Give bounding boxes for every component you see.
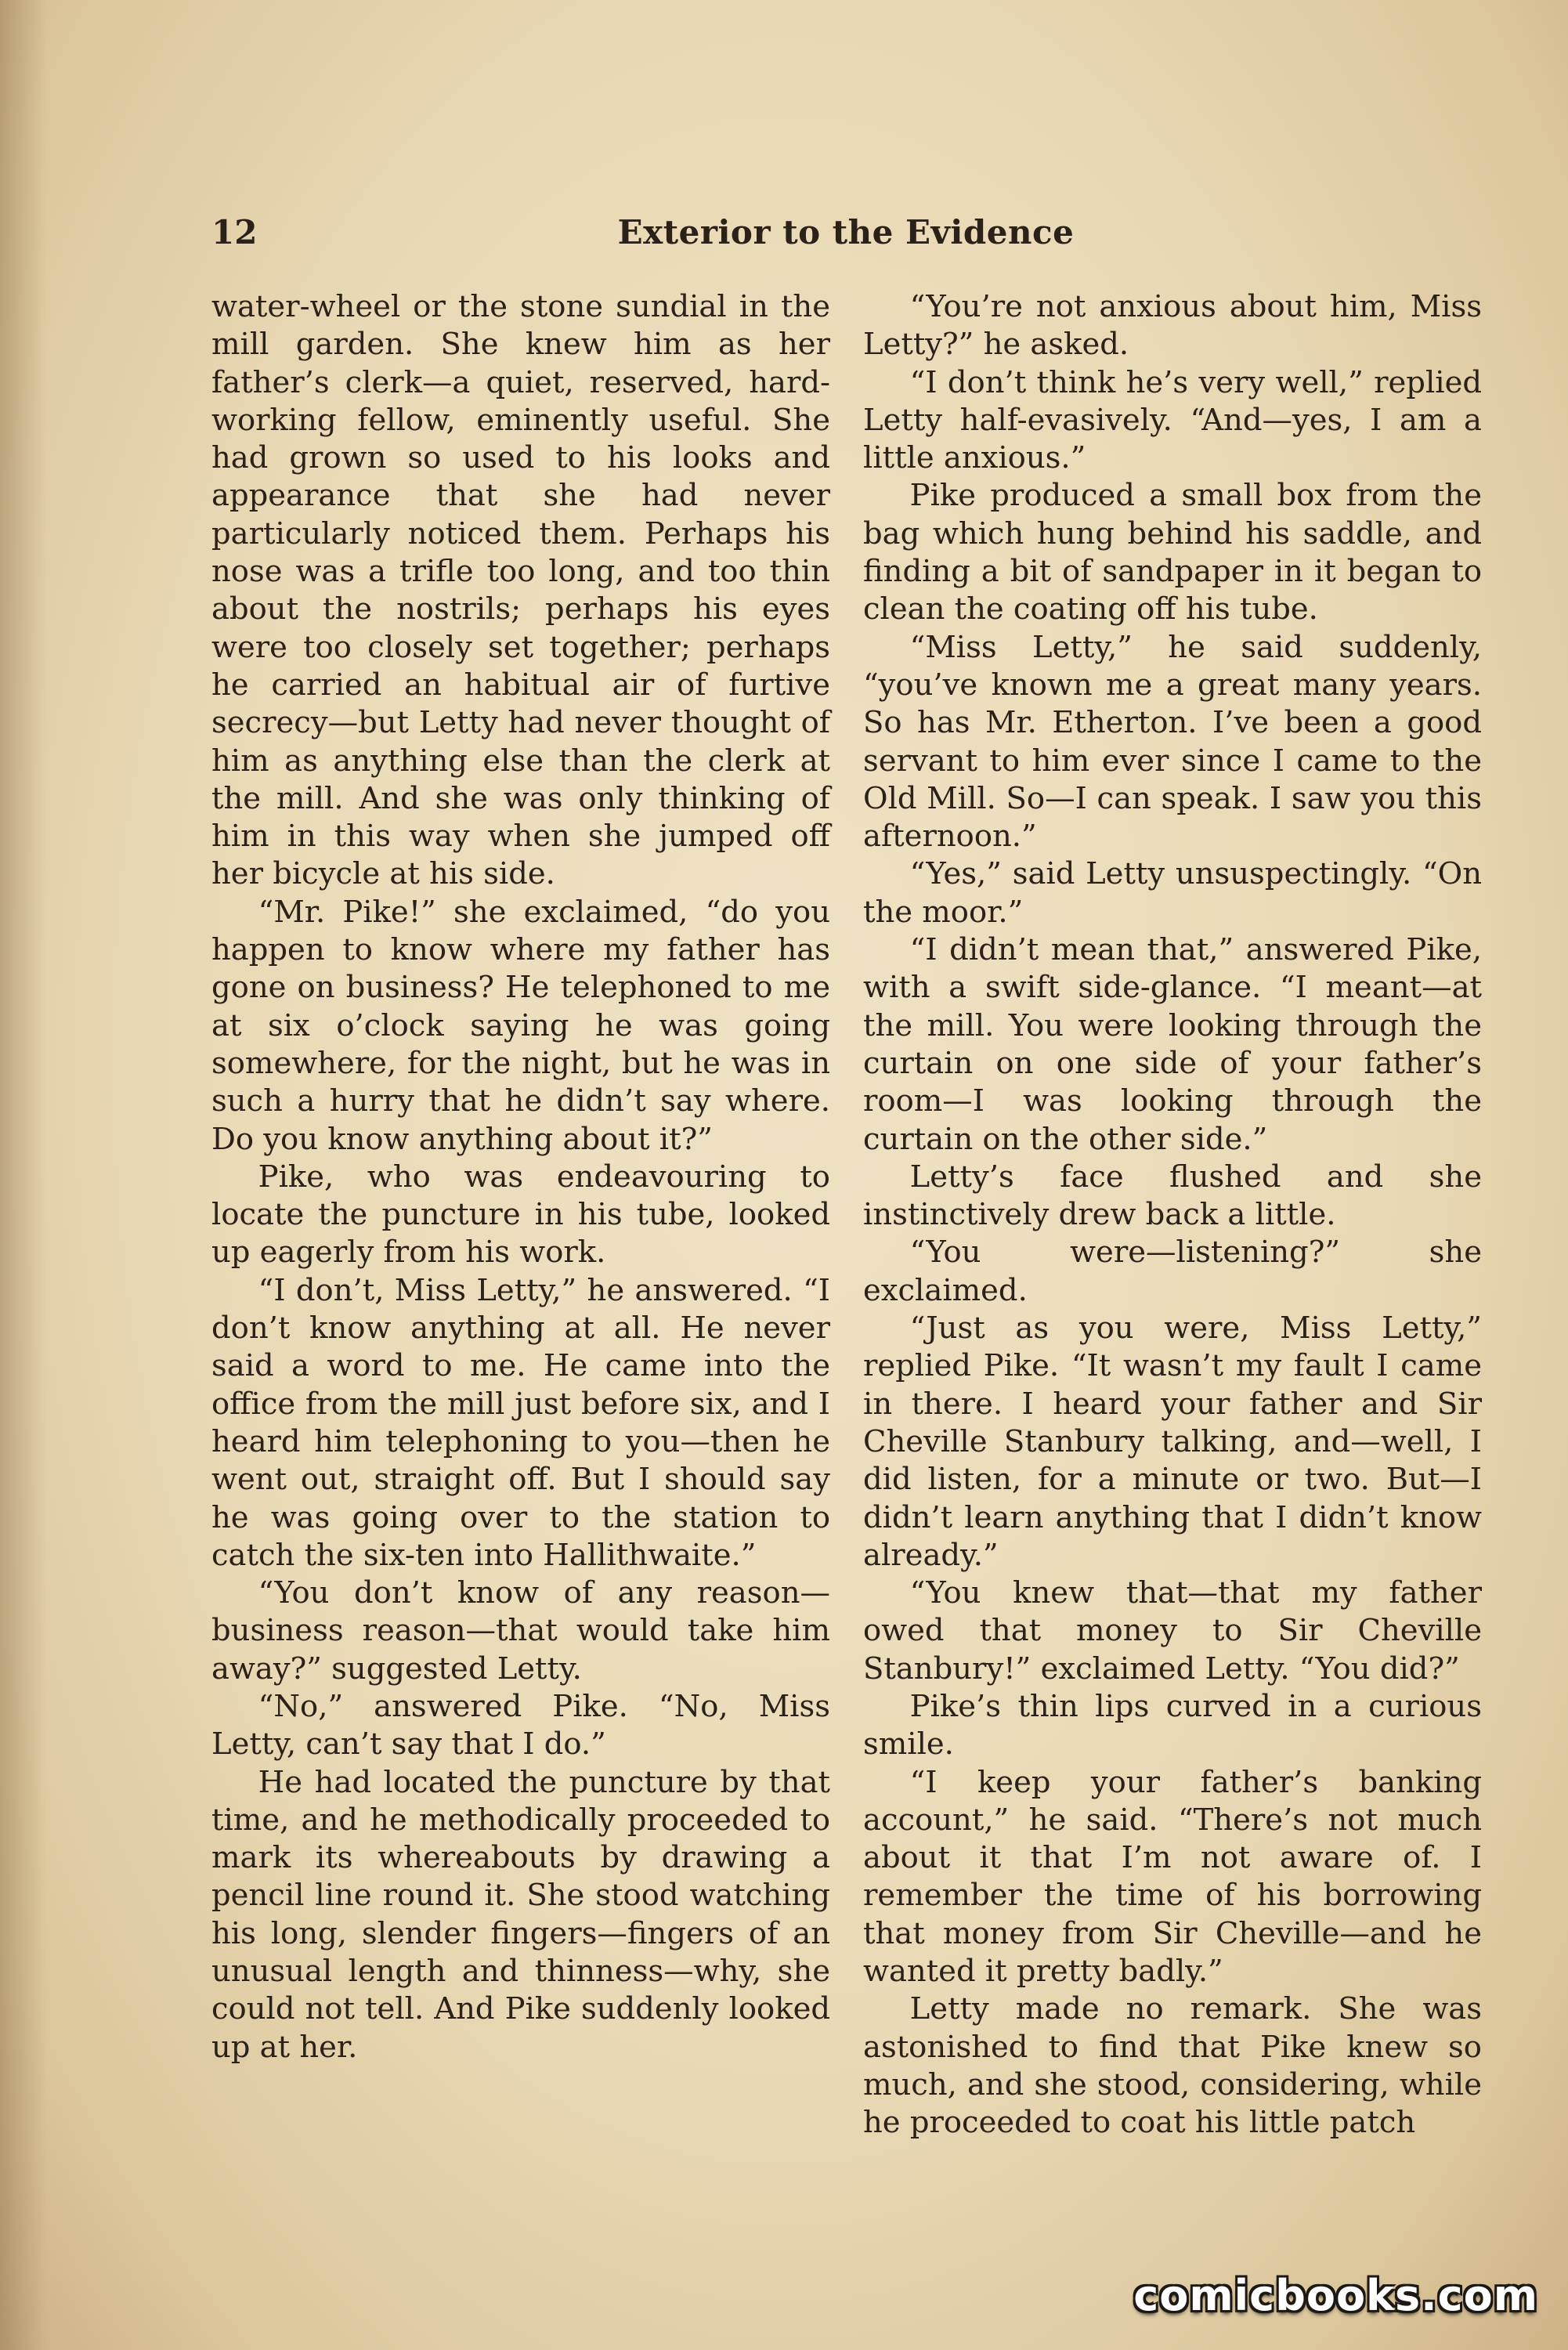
running-title: Exterior to the Evidence [617,213,1075,251]
paragraph: “Miss Letty,” he said suddenly, “you’ve known me a great many years. So has Mr. Etherton. I’ve been a good servant to him ever since I came to the Old Mill. So—I can speak. I saw you this afternoon.” [863,629,1482,855]
site-watermark: comicbooks.com [1133,2271,1538,2320]
paragraph: “I didn’t mean that,” answered Pike, with a swift side-glance. “I meant—at the mill. You were looking through the curtain on one side of your father’s room—I was looking through the curtain on the other side.” [863,932,1482,1157]
paragraph: “No,” answered Pike. “No, Miss Letty, can’t say that I do.” [211,1688,830,1762]
paragraph: Pike produced a small box from the bag which hung behind his saddle, and finding a bit of sandpaper in it began to clean the coating off his tube. [863,478,1482,627]
right-column [863,288,1482,2142]
paragraph: water-wheel or the stone sundial in the mill garden. She knew him as her father’s clerk—a quiet, reserved, hard-working fellow, eminently useful. She had grown so used to his looks and appearance that she had never particularly noticed them. Perhaps his nose was a trifle too long, and too thin about the nostrils; perhaps his eyes were too closely set together; perhaps he carried an habitual air of furtive secrecy—but Letty had never thought of him as anything else than the clerk at the mill. And she was only thinking of him in this way when she jumped off her bicycle at his side. [211,289,830,892]
paragraph: Letty’s face flushed and she instinctively drew back a little. [863,1159,1482,1233]
paragraph: Letty made no remark. She was astonished to find that Pike knew so much, and she stood, considering, while he proceeded to coat his little patch [863,1991,1482,2141]
paragraph: “I don’t think he’s very well,” replied Letty half-evasively. “And—yes, I am a little anxious.” [863,364,1482,476]
paragraph: “Mr. Pike!” she exclaimed, “do you happen to know where my father has gone on business? He telephoned to me at six o’clock saying he was going somewhere, for the night, but he was in such a hurry that he didn’t say where. Do you know anything about it?” [211,894,830,1157]
paragraph: “You’re not anxious about him, Miss Letty?” he asked. [863,289,1482,363]
page-edge-shadow [0,0,47,2350]
paragraph: Pike, who was endeavouring to locate the puncture in his tube, looked up eagerly from his work. [211,1159,830,1271]
left-column [211,288,830,2066]
paragraph: “I don’t, Miss Letty,” he answered. “I don’t know anything at all. He never said a word to me. He came into the office from the mill just before six, and I heard him telephoning to you—then he went out, straight off. But I should say he was going over to the station to catch the six-ten into Hallithwaite.” [211,1272,830,1573]
paragraph: “I keep your father’s banking account,” he said. “There’s not much about it that I’m not aware of. I remember the time of his borrowing that money from Sir Cheville—and he wanted it pretty badly.” [863,1764,1482,1990]
page-header [211,213,1480,260]
paragraph: Pike’s thin lips curved in a curious smile. [863,1688,1482,1762]
paragraph: “You don’t know of any reason—business reason—that would take him away?” suggested Letty. [211,1575,830,1687]
paragraph: “You were—listening?” she exclaimed. [863,1235,1482,1308]
paragraph: “Yes,” said Letty unsuspectingly. “On the moor.” [863,856,1482,930]
page-number: 12 [211,213,258,251]
paragraph: He had located the puncture by that time, and he methodically proceeded to mark its whereabouts by drawing a pencil line round it. She stood watching his long, slender fingers—fingers of an unusual length and thinness—why, she could not tell. And Pike suddenly looked up at her. [211,1764,830,2065]
paragraph: “Just as you were, Miss Letty,” replied Pike. “It wasn’t my fault I came in there. I heard your father and Sir Cheville Stanbury talking, and—well, I did listen, for a minute or two. But—I didn’t learn anything that I didn’t know already.” [863,1311,1482,1573]
paragraph: “You knew that—that my father owed that money to Sir Cheville Stanbury!” exclaimed Letty. “You did?” [863,1575,1482,1687]
